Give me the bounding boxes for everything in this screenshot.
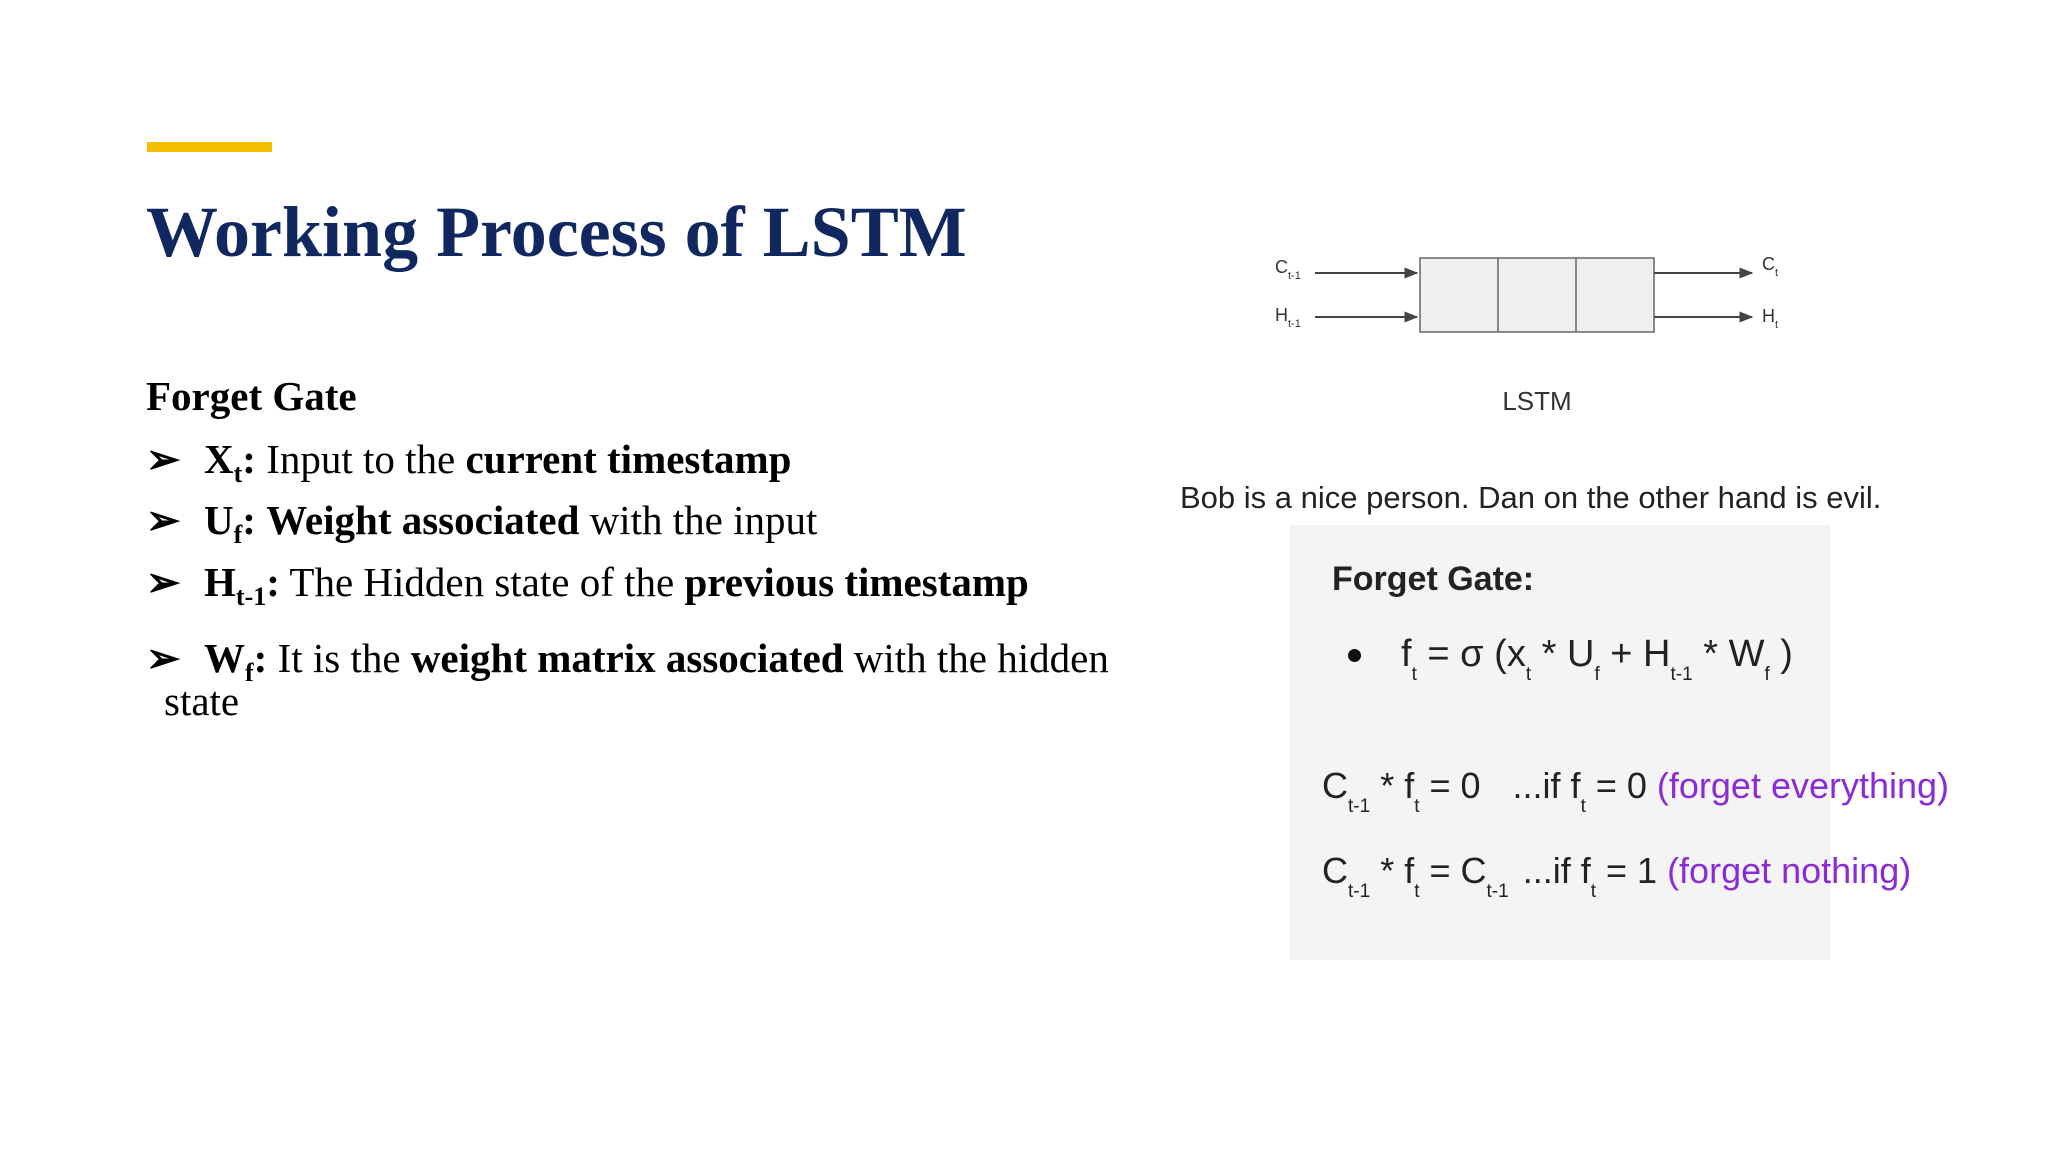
bullet-term: X bbox=[204, 436, 234, 482]
case-note: (forget everything) bbox=[1656, 765, 1950, 806]
section-heading: Forget Gate bbox=[146, 373, 357, 419]
case-forget-everything bbox=[1322, 765, 1950, 817]
diagram-caption: LSTM bbox=[1502, 386, 1572, 416]
formula-subscript: t bbox=[1525, 664, 1532, 685]
case-subscript: t bbox=[1414, 796, 1420, 817]
bullet-term-subscript: f bbox=[233, 520, 243, 550]
bullet-text: The Hidden state of the bbox=[279, 558, 685, 605]
forget-gate-formula bbox=[1348, 633, 1793, 685]
formula-subscript: t-1 bbox=[1670, 664, 1693, 685]
formula-part: = σ (x bbox=[1416, 633, 1526, 675]
bullet-item bbox=[146, 496, 1166, 550]
bullet-item bbox=[146, 558, 1166, 611]
bullet-text: with the input bbox=[579, 497, 818, 544]
lstm-cell-diagram bbox=[1180, 225, 1940, 425]
bullet-text: with the hidden bbox=[843, 635, 1109, 682]
case-part: = C bbox=[1419, 850, 1487, 891]
lstm-figure bbox=[1180, 225, 1950, 965]
bullet-item bbox=[146, 634, 1166, 725]
case-part: C bbox=[1322, 850, 1348, 891]
bullet-term: W bbox=[204, 635, 245, 682]
case-subscript: t-1 bbox=[1486, 881, 1509, 902]
bullet-text bbox=[256, 497, 266, 543]
bullet-list bbox=[146, 435, 1166, 738]
lstm-cell-box bbox=[1420, 258, 1654, 332]
bullet-dot-icon bbox=[1348, 649, 1361, 662]
input-hidden-label: $H_{t-1}$ bbox=[1275, 305, 1301, 330]
bullet-term-subscript: f bbox=[245, 658, 254, 688]
bullet-separator: : bbox=[242, 436, 256, 482]
title-accent-bar bbox=[147, 142, 272, 152]
formula-subscript: t bbox=[1411, 664, 1417, 685]
case-subscript: t bbox=[1580, 796, 1586, 817]
slide-title: Working Process of LSTM bbox=[146, 192, 967, 272]
bullet-separator: : bbox=[242, 497, 256, 544]
arrow-bullet-icon: ➢ bbox=[146, 635, 181, 682]
case-condition-value: = 0 bbox=[1585, 765, 1657, 806]
case-part: * f bbox=[1370, 850, 1415, 891]
formula-part: f bbox=[1401, 633, 1412, 675]
bullet-separator: : bbox=[253, 635, 268, 682]
case-forget-nothing bbox=[1322, 850, 1912, 902]
arrow-bullet-icon: ➢ bbox=[146, 558, 181, 605]
bullet-term: H bbox=[204, 558, 236, 605]
case-condition-value: = 1 bbox=[1596, 850, 1668, 891]
bullet-separator: : bbox=[266, 558, 280, 605]
formula-part: * W bbox=[1692, 633, 1765, 675]
input-cell-label: $C_{t-1}$ bbox=[1275, 257, 1301, 282]
bullet-bold-text: Weight associated bbox=[266, 497, 580, 544]
formula-subscript: f bbox=[1764, 664, 1770, 685]
bullet-term-subscript: t-1 bbox=[235, 581, 267, 611]
bullet-bold-text: previous timestamp bbox=[684, 558, 1029, 605]
bullet-bold-text: current timestamp bbox=[465, 436, 792, 482]
bullet-text: It is the bbox=[267, 635, 411, 682]
formula-part: ) bbox=[1769, 633, 1793, 675]
case-part: = 0 bbox=[1419, 765, 1481, 806]
arrow-bullet-icon: ➢ bbox=[146, 436, 181, 482]
case-subscript: t bbox=[1590, 881, 1596, 902]
bullet-continuation: state bbox=[164, 677, 240, 724]
example-sentence: Bob is a nice person. Dan on the other hand is evil. bbox=[1180, 480, 1882, 515]
formula-subscript: f bbox=[1594, 664, 1600, 685]
bullet-term: U bbox=[204, 497, 234, 544]
case-note: (forget nothing) bbox=[1667, 850, 1912, 891]
card-title: Forget Gate: bbox=[1332, 560, 1535, 598]
case-part: C bbox=[1322, 765, 1348, 806]
case-subscript: t bbox=[1414, 881, 1420, 902]
case-subscript: t-1 bbox=[1348, 796, 1371, 817]
bullet-bold-text: weight matrix associated bbox=[410, 635, 844, 682]
bullet-term-subscript: t bbox=[233, 459, 243, 488]
output-hidden-label: $H_t$ bbox=[1762, 306, 1779, 331]
bullet-text: Input to the bbox=[255, 436, 466, 482]
formula-part: * U bbox=[1531, 633, 1595, 675]
case-subscript: t-1 bbox=[1348, 881, 1371, 902]
formula-part: + H bbox=[1599, 633, 1671, 675]
bullet-item bbox=[146, 435, 1166, 488]
case-condition: ...if f bbox=[1512, 765, 1581, 806]
case-condition: ...if f bbox=[1522, 850, 1591, 891]
case-part: * f bbox=[1370, 765, 1415, 806]
arrow-bullet-icon: ➢ bbox=[146, 497, 181, 544]
output-cell-label: $C_t$ bbox=[1762, 254, 1779, 279]
